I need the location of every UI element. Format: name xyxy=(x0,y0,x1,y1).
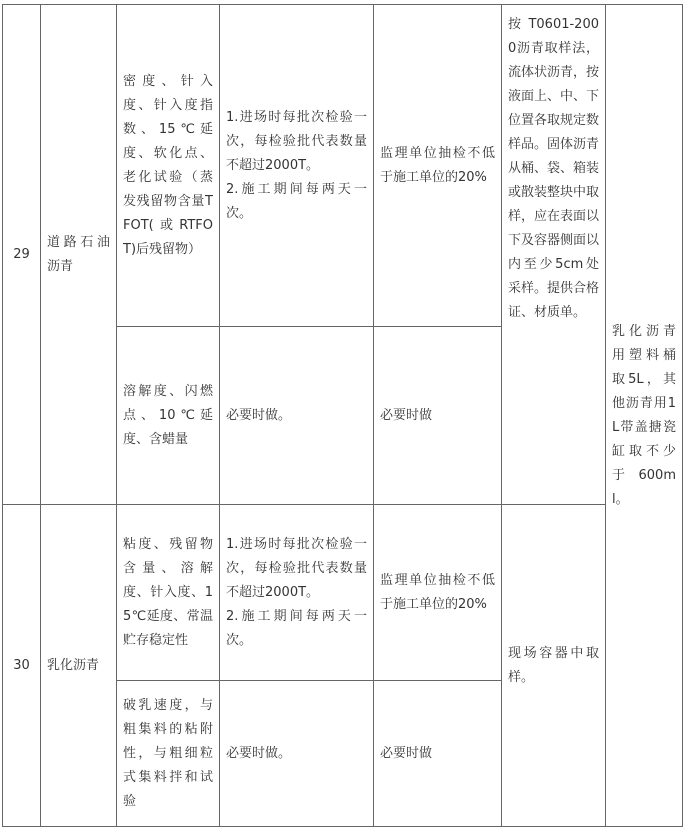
sampling-method-cell: 现场容器中取样。 xyxy=(502,505,606,827)
sample-quantity-cell: 乳化沥青用塑料桶取5L，其他沥青用1L带盖搪瓷缸取不少于600ml。 xyxy=(606,5,683,827)
table-row xyxy=(3,505,683,681)
asphalt-testing-table xyxy=(2,4,683,827)
supervision-cell: 必要时做 xyxy=(374,327,502,505)
test-items-cell: 溶解度、闪燃点、10℃延度、含蜡量 xyxy=(117,327,220,505)
test-items-cell: 密度、针入度、针入度指数、15℃延度、软化点、老化试验（蒸发残留物含量TFOT(或RTFOT)后残留物） xyxy=(117,5,220,327)
supervision-cell: 监理单位抽检不低于施工单位的20% xyxy=(374,5,502,327)
supervision-cell: 必要时做 xyxy=(374,681,502,827)
item-number-cell: 29 xyxy=(3,5,41,505)
table-row xyxy=(3,5,683,327)
item-number-cell: 30 xyxy=(3,505,41,827)
test-frequency-cell: 必要时做。 xyxy=(220,327,374,505)
test-items-cell: 粘度、残留物含量、溶解度、针入度、15℃延度、常温贮存稳定性 xyxy=(117,505,220,681)
test-items-cell: 破乳速度，与粗集料的粘附性，与粗细粒式集料拌和试验 xyxy=(117,681,220,827)
supervision-cell: 监理单位抽检不低于施工单位的20% xyxy=(374,505,502,681)
test-frequency-cell: 1.进场时每批次检验一次，每检验批代表数量不超过2000T。 2.施工期间每两天一次。 xyxy=(220,5,374,327)
sampling-method-cell: 按T0601-2000沥青取样法，流体状沥青，按液面上、中、下位置各取规定数样品。固体沥青从桶、袋、箱装或散装整块中取样，应在表面以下及容器侧面以内至少5cm处采样。提供合格证、材质单。 xyxy=(502,5,606,505)
test-frequency-cell: 必要时做。 xyxy=(220,681,374,827)
material-name-cell: 道路石油沥青 xyxy=(41,5,117,505)
test-frequency-cell: 1.进场时每批次检验一次，每检验批代表数量不超过2000T。 2.施工期间每两天一次。 xyxy=(220,505,374,681)
material-name-cell: 乳化沥青 xyxy=(41,505,117,827)
